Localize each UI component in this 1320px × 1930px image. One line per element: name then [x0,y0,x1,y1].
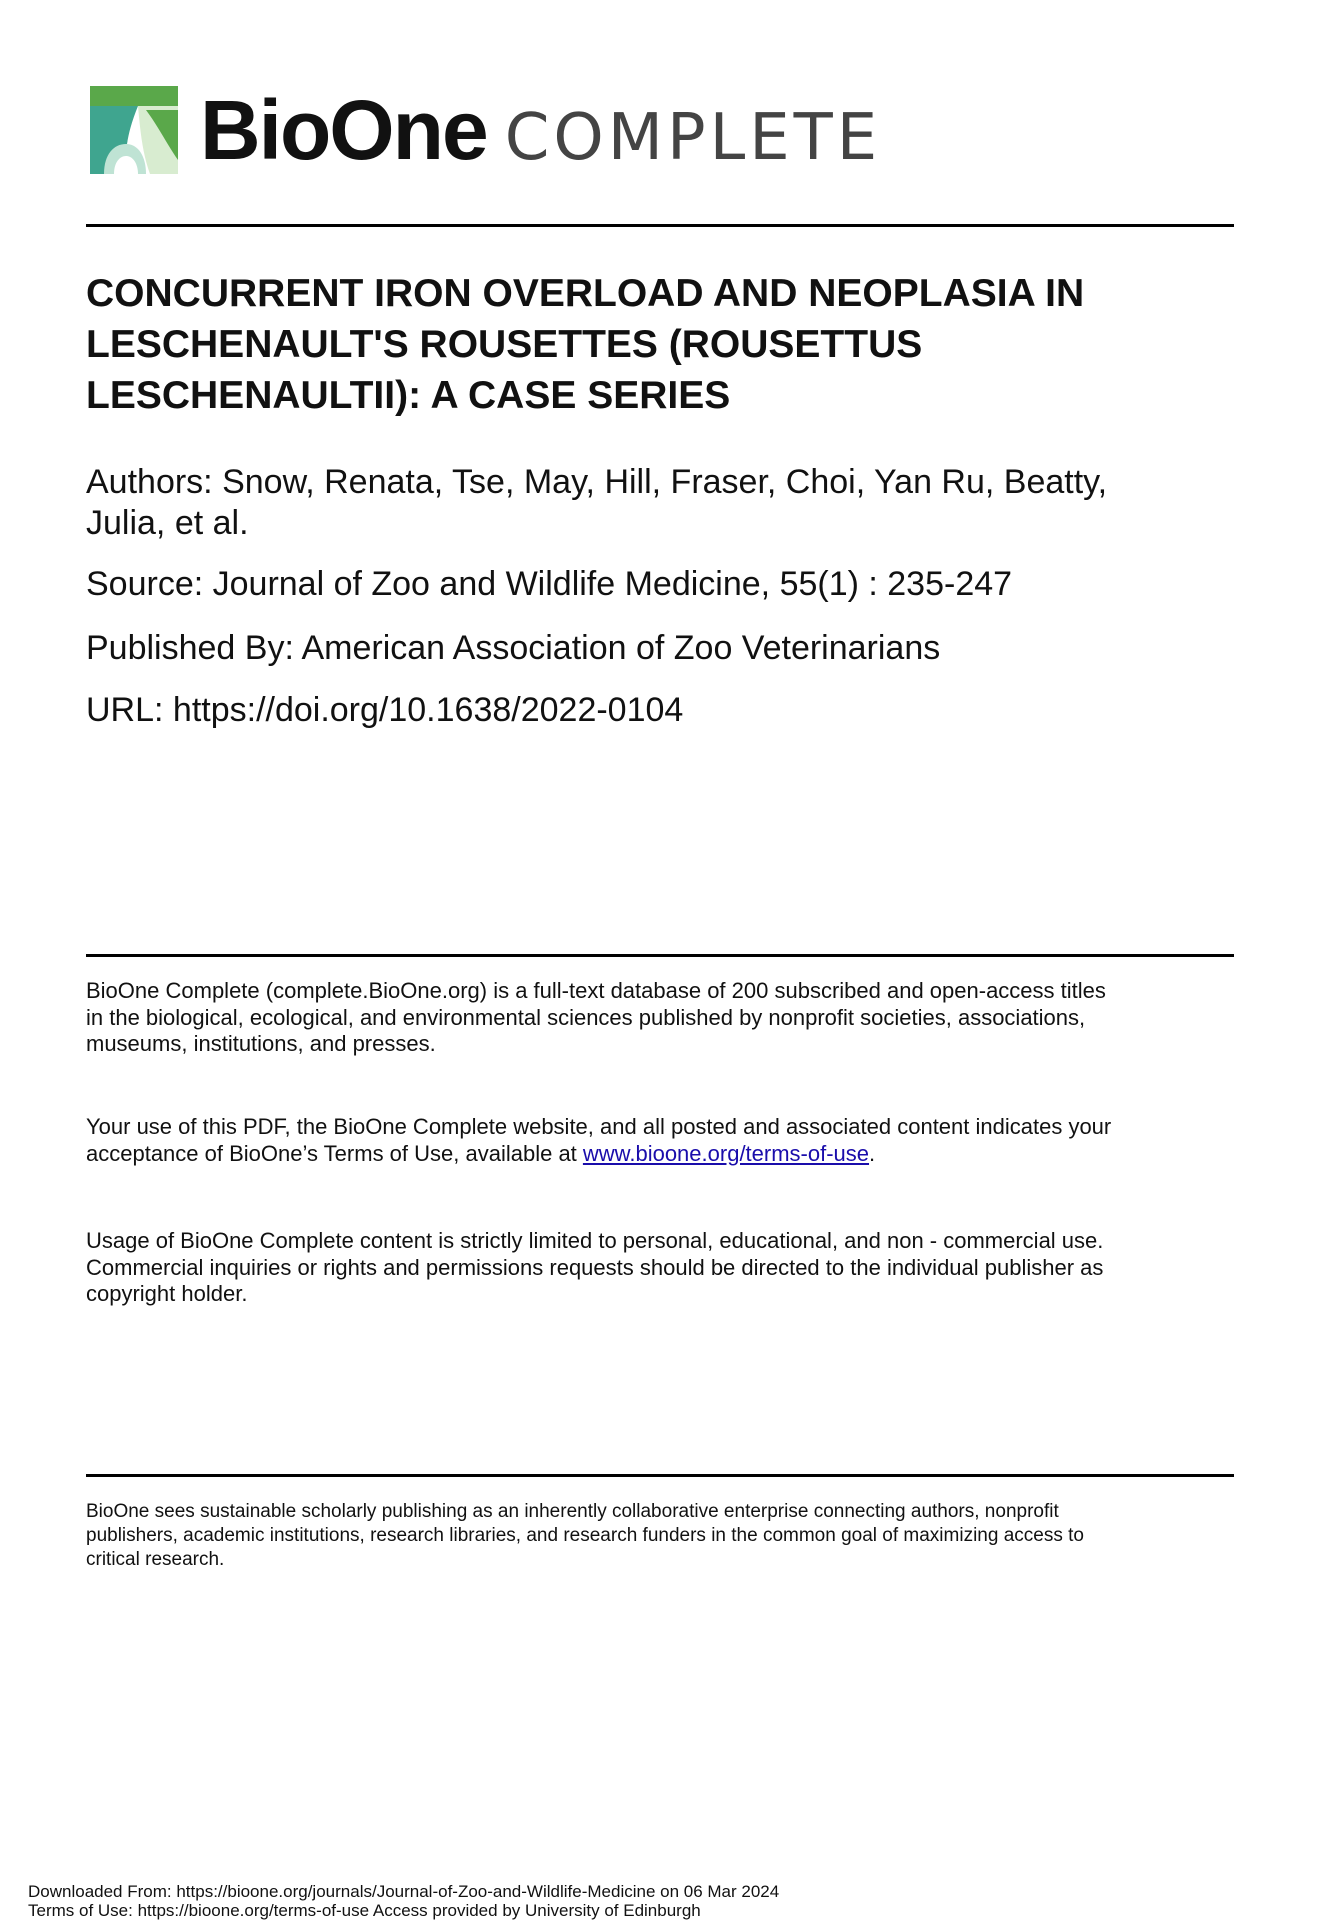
notice-line: copyright holder. [86,1281,248,1306]
notice-line: Usage of BioOne Complete content is strictly limited to personal, educational, and non - commercial use. [86,1228,1104,1253]
mission-line: critical research. [86,1549,225,1570]
notice-line [86,1141,1246,1168]
mission-line: publishers, academic institutions, research libraries, and research funders in the common goal of maximizing access to [86,1525,1084,1546]
mission-divider [86,1474,1234,1477]
mission-statement [86,1500,1246,1572]
wordmark-complete: COMPLETE [504,101,882,175]
authors-line: Authors: Snow, Renata, Tse, May, Hill, Fraser, Choi, Yan Ru, Beatty, [86,463,1108,501]
terms-access: Terms of Use: https://bioone.org/terms-of-use Access provided by University of Edinburgh [28,1901,701,1920]
notice-line: BioOne Complete (complete.BioOne.org) is a full-text database of 200 subscribed and open-access titles [86,978,1106,1003]
bioone-logo-icon [90,86,178,174]
notice-line: Your use of this PDF, the BioOne Complete website, and all posted and associated content indicates your [86,1114,1112,1139]
article-publisher: Published By: American Association of Zoo Veterinarians [86,629,941,667]
downloaded-from: Downloaded From: https://bioone.org/journals/Journal-of-Zoo-and-Wildlife-Medicine on 06 Mar 2024 [28,1882,780,1901]
mission-line: BioOne sees sustainable scholarly publishing as an inherently collaborative enterprise connecting authors, nonprofit [86,1501,1059,1522]
notice-line: museums, institutions, and presses. [86,1031,436,1056]
terms-notice [86,1114,1246,1167]
download-footer [28,1882,1308,1920]
terms-prefix: acceptance of BioOne’s Terms of Use, available at [86,1140,583,1166]
article-title [86,268,1236,421]
usage-notice [86,1228,1246,1308]
terms-of-use-link[interactable]: www.bioone.org/terms-of-use [582,1140,870,1166]
title-line: CONCURRENT IRON OVERLOAD AND NEOPLASIA IN [86,272,1085,315]
article-source: Source: Journal of Zoo and Wildlife Medicine, 55(1) : 235-247 [86,565,1013,603]
notice-line: in the biological, ecological, and environmental sciences published by nonprofit societies, associations, [86,1004,1086,1030]
title-line: LESCHENAULT'S ROUSETTES (ROUSETTUS [86,323,923,366]
title-line: LESCHENAULTII): A CASE SERIES [86,374,731,417]
article-authors [86,462,1236,544]
header-divider [86,224,1234,227]
article-url: URL: https://doi.org/10.1638/2022-0104 [86,691,684,729]
notice-divider [86,954,1234,957]
notice-line: Commercial inquiries or rights and permissions requests should be directed to the individual publisher as [86,1254,1104,1280]
wordmark-bioone: BioOne [200,83,487,177]
terms-suffix: . [869,1140,876,1166]
authors-line: Julia, et al. [86,504,249,542]
database-notice [86,978,1246,1058]
brand-header [90,85,881,175]
bioone-wordmark [200,83,882,177]
